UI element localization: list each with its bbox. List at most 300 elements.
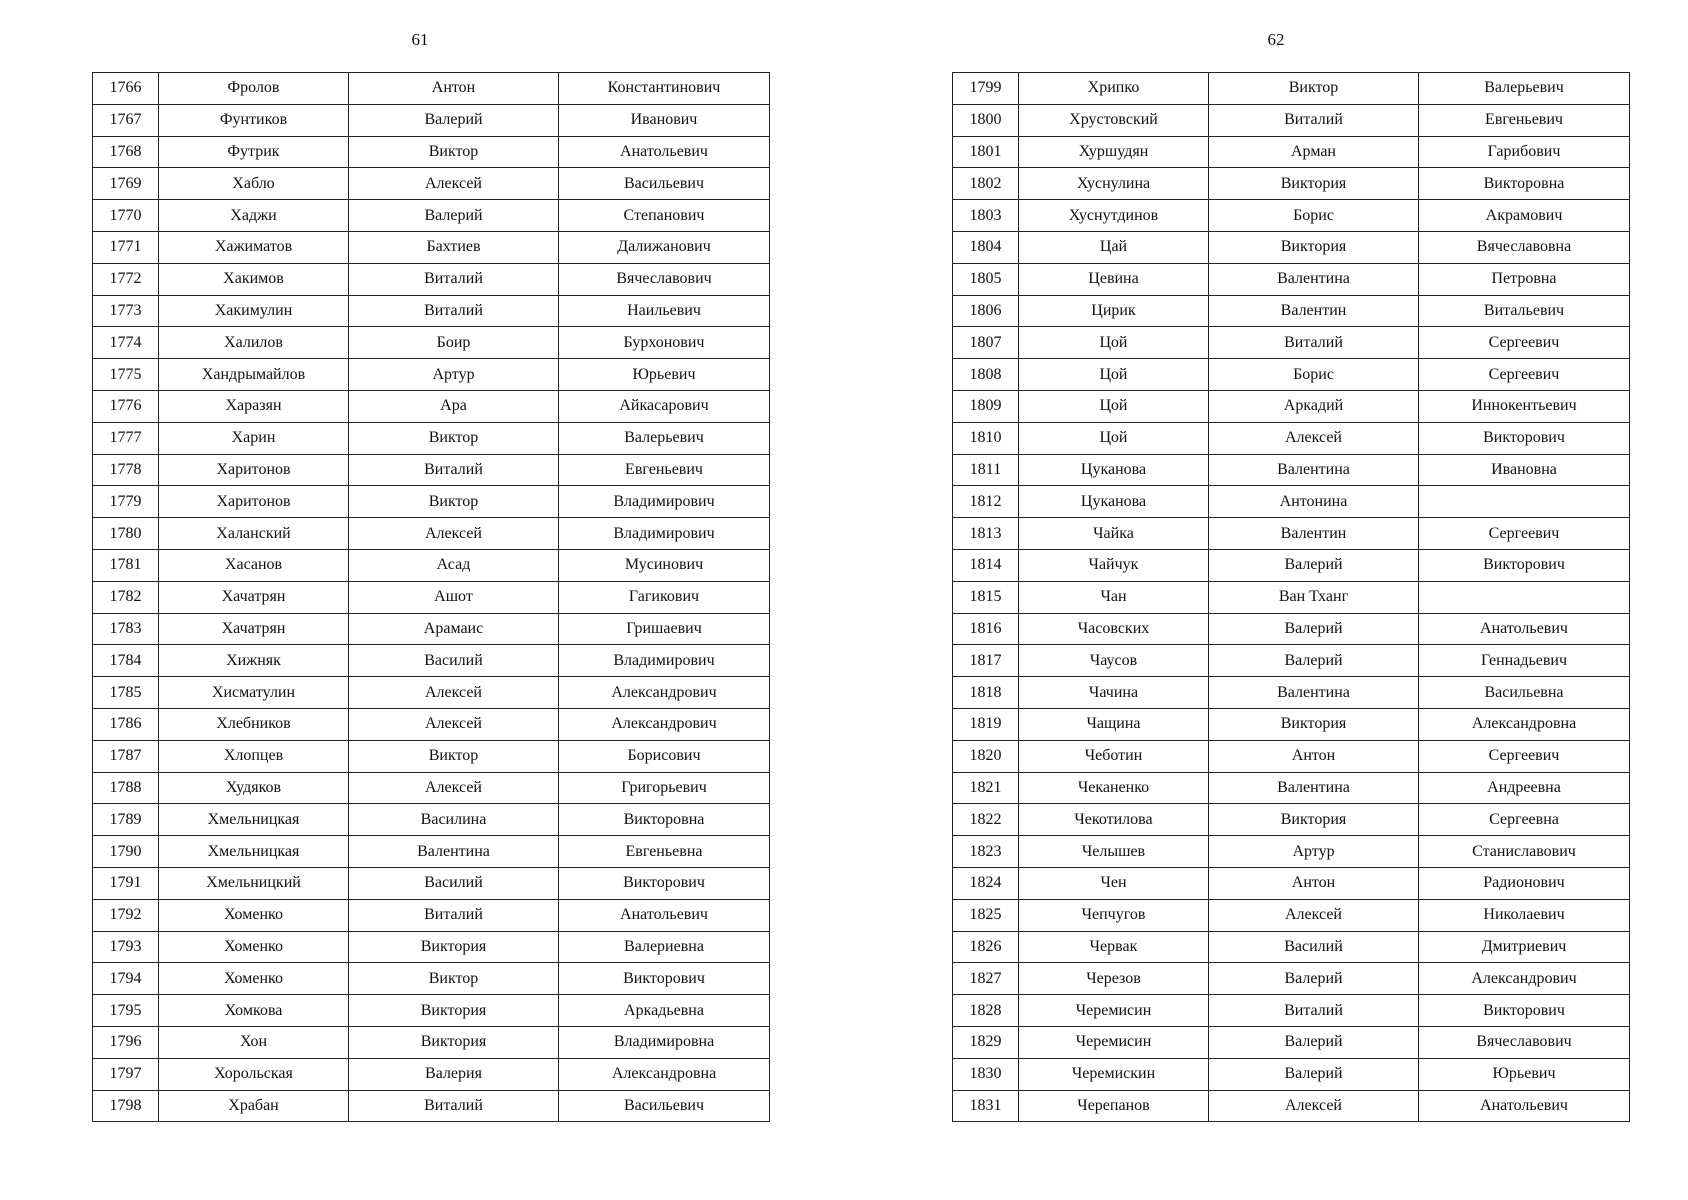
row-number-cell: 1817 [953,645,1019,677]
last-name-cell: Футрик [159,136,349,168]
table-row [93,327,770,359]
row-number-cell: 1782 [93,581,159,613]
table-row [93,486,770,518]
row-number-cell: 1827 [953,963,1019,995]
patronymic-cell: Константинович [559,73,770,105]
patronymic-cell: Сергеевич [1419,327,1630,359]
last-name-cell: Хрипко [1019,73,1209,105]
first-name-cell: Валерий [349,200,559,232]
last-name-cell: Хасанов [159,549,349,581]
row-number-cell: 1766 [93,73,159,105]
row-number-cell: 1823 [953,836,1019,868]
patronymic-cell: Владимирович [559,645,770,677]
first-name-cell: Виктор [1209,73,1419,105]
table-row [93,677,770,709]
roster-table [952,72,1630,1122]
row-number-cell: 1800 [953,104,1019,136]
patronymic-cell: Григорьевич [559,772,770,804]
patronymic-cell: Васильевич [559,168,770,200]
first-name-cell: Виталий [349,263,559,295]
table-row [93,390,770,422]
last-name-cell: Чаусов [1019,645,1209,677]
last-name-cell: Цевина [1019,263,1209,295]
last-name-cell: Хрустовский [1019,104,1209,136]
table-row [93,613,770,645]
last-name-cell: Фунтиков [159,104,349,136]
row-number-cell: 1813 [953,518,1019,550]
last-name-cell: Хабло [159,168,349,200]
row-number-cell: 1791 [93,867,159,899]
first-name-cell: Василий [349,645,559,677]
last-name-cell: Хачатрян [159,581,349,613]
table-row [93,104,770,136]
table-row [93,136,770,168]
row-number-cell: 1824 [953,867,1019,899]
first-name-cell: Василий [349,867,559,899]
table-row [953,295,1630,327]
last-name-cell: Хакимов [159,263,349,295]
patronymic-cell: Валериевна [559,931,770,963]
first-name-cell: Ван Тханг [1209,581,1419,613]
patronymic-cell: Сергеевич [1419,740,1630,772]
table-row [93,899,770,931]
first-name-cell: Виктор [349,422,559,454]
row-number-cell: 1802 [953,168,1019,200]
patronymic-cell: Андреевна [1419,772,1630,804]
table-row [953,867,1630,899]
table-row [953,390,1630,422]
row-number-cell: 1774 [93,327,159,359]
first-name-cell: Арман [1209,136,1419,168]
last-name-cell: Халилов [159,327,349,359]
table-row [953,1090,1630,1122]
patronymic-cell: Анатольевич [1419,613,1630,645]
row-number-cell: 1830 [953,1058,1019,1090]
table-row [953,963,1630,995]
table-row [953,677,1630,709]
table-row [953,136,1630,168]
row-number-cell: 1795 [93,995,159,1027]
table-row [953,518,1630,550]
table-row [93,708,770,740]
last-name-cell: Хорольская [159,1058,349,1090]
first-name-cell: Виктор [349,136,559,168]
row-number-cell: 1811 [953,454,1019,486]
last-name-cell: Черезов [1019,963,1209,995]
first-name-cell: Виталий [349,295,559,327]
first-name-cell: Валерий [1209,1058,1419,1090]
last-name-cell: Харин [159,422,349,454]
first-name-cell: Артур [349,359,559,391]
row-number-cell: 1790 [93,836,159,868]
patronymic-cell: Васильевич [559,1090,770,1122]
last-name-cell: Халанский [159,518,349,550]
table-row [953,581,1630,613]
last-name-cell: Цой [1019,390,1209,422]
patronymic-cell: Сергеевич [1419,359,1630,391]
last-name-cell: Хуснулина [1019,168,1209,200]
first-name-cell: Виталий [349,1090,559,1122]
row-number-cell: 1828 [953,995,1019,1027]
table-row [93,295,770,327]
last-name-cell: Чен [1019,867,1209,899]
table-row [953,899,1630,931]
row-number-cell: 1784 [93,645,159,677]
last-name-cell: Челышев [1019,836,1209,868]
patronymic-cell: Викторович [559,963,770,995]
row-number-cell: 1819 [953,708,1019,740]
patronymic-cell: Гагикович [559,581,770,613]
row-number-cell: 1792 [93,899,159,931]
roster-table-body [953,73,1630,1122]
patronymic-cell: Сергеевна [1419,804,1630,836]
last-name-cell: Хажиматов [159,231,349,263]
row-number-cell: 1793 [93,931,159,963]
table-row [953,931,1630,963]
patronymic-cell: Николаевич [1419,899,1630,931]
patronymic-cell: Борисович [559,740,770,772]
first-name-cell: Борис [1209,359,1419,391]
first-name-cell: Арамаис [349,613,559,645]
table-row [953,1058,1630,1090]
first-name-cell: Антонина [1209,486,1419,518]
table-row [953,740,1630,772]
first-name-cell: Бахтиев [349,231,559,263]
last-name-cell: Хоменко [159,963,349,995]
row-number-cell: 1787 [93,740,159,772]
last-name-cell: Чащина [1019,708,1209,740]
patronymic-cell: Иванович [559,104,770,136]
last-name-cell: Черемисин [1019,995,1209,1027]
last-name-cell: Хон [159,1026,349,1058]
row-number-cell: 1767 [93,104,159,136]
table-row [93,454,770,486]
row-number-cell: 1803 [953,200,1019,232]
first-name-cell: Валентина [1209,677,1419,709]
row-number-cell: 1801 [953,136,1019,168]
first-name-cell: Виктория [1209,168,1419,200]
first-name-cell: Виктория [349,995,559,1027]
row-number-cell: 1786 [93,708,159,740]
row-number-cell: 1797 [93,1058,159,1090]
table-row [953,1026,1630,1058]
last-name-cell: Чеботин [1019,740,1209,772]
first-name-cell: Виктория [1209,708,1419,740]
patronymic-cell: Викторович [1419,422,1630,454]
patronymic-cell: Викторович [1419,549,1630,581]
table-row [93,549,770,581]
first-name-cell: Валерий [1209,963,1419,995]
row-number-cell: 1769 [93,168,159,200]
last-name-cell: Хоменко [159,931,349,963]
row-number-cell: 1783 [93,613,159,645]
last-name-cell: Харитонов [159,486,349,518]
row-number-cell: 1829 [953,1026,1019,1058]
patronymic-cell: Иннокентьевич [1419,390,1630,422]
patronymic-cell: Аркадьевна [559,995,770,1027]
patronymic-cell: Анатольевич [559,899,770,931]
table-row [953,549,1630,581]
first-name-cell: Алексей [1209,1090,1419,1122]
patronymic-cell: Александрович [559,708,770,740]
table-row [953,73,1630,105]
table-row [953,231,1630,263]
first-name-cell: Валерий [349,104,559,136]
row-number-cell: 1826 [953,931,1019,963]
first-name-cell: Аркадий [1209,390,1419,422]
table-row [93,772,770,804]
last-name-cell: Харитонов [159,454,349,486]
table-row [953,804,1630,836]
last-name-cell: Цуканова [1019,486,1209,518]
row-number-cell: 1825 [953,899,1019,931]
first-name-cell: Алексей [349,168,559,200]
first-name-cell: Василий [1209,931,1419,963]
table-row [953,200,1630,232]
patronymic-cell: Вячеславовна [1419,231,1630,263]
patronymic-cell: Далижанович [559,231,770,263]
table-row [93,1026,770,1058]
patronymic-cell: Васильевна [1419,677,1630,709]
patronymic-cell: Айкасарович [559,390,770,422]
table-row [93,231,770,263]
last-name-cell: Хмельницкий [159,867,349,899]
patronymic-cell: Валерьевич [559,422,770,454]
table-row [93,804,770,836]
row-number-cell: 1777 [93,422,159,454]
patronymic-cell: Юрьевич [1419,1058,1630,1090]
row-number-cell: 1796 [93,1026,159,1058]
patronymic-cell: Викторовна [1419,168,1630,200]
patronymic-cell: Геннадьевич [1419,645,1630,677]
table-row [953,995,1630,1027]
patronymic-cell: Александрович [1419,963,1630,995]
first-name-cell: Валерий [1209,613,1419,645]
first-name-cell: Виктор [349,740,559,772]
row-number-cell: 1776 [93,390,159,422]
row-number-cell: 1768 [93,136,159,168]
first-name-cell: Ара [349,390,559,422]
patronymic-cell: Александрович [559,677,770,709]
row-number-cell: 1781 [93,549,159,581]
last-name-cell: Червак [1019,931,1209,963]
first-name-cell: Алексей [349,772,559,804]
table-row [93,931,770,963]
last-name-cell: Хуршудян [1019,136,1209,168]
last-name-cell: Хлопцев [159,740,349,772]
first-name-cell: Артур [1209,836,1419,868]
first-name-cell: Валерия [349,1058,559,1090]
first-name-cell: Василина [349,804,559,836]
last-name-cell: Цой [1019,422,1209,454]
row-number-cell: 1780 [93,518,159,550]
table-row [953,708,1630,740]
first-name-cell: Виталий [1209,327,1419,359]
last-name-cell: Хмельницкая [159,836,349,868]
last-name-cell: Чекотилова [1019,804,1209,836]
table-row [93,581,770,613]
last-name-cell: Чан [1019,581,1209,613]
last-name-cell: Часовских [1019,613,1209,645]
patronymic-cell: Владимирович [559,486,770,518]
last-name-cell: Хмельницкая [159,804,349,836]
patronymic-cell: Ивановна [1419,454,1630,486]
first-name-cell: Виктор [349,963,559,995]
row-number-cell: 1794 [93,963,159,995]
first-name-cell: Валентина [349,836,559,868]
patronymic-cell: Бурхонович [559,327,770,359]
row-number-cell: 1770 [93,200,159,232]
patronymic-cell: Петровна [1419,263,1630,295]
patronymic-cell: Викторовна [559,804,770,836]
patronymic-cell: Викторович [559,867,770,899]
patronymic-cell: Александровна [559,1058,770,1090]
patronymic-cell: Юрьевич [559,359,770,391]
patronymic-cell: Станиславович [1419,836,1630,868]
last-name-cell: Храбан [159,1090,349,1122]
first-name-cell: Алексей [349,708,559,740]
patronymic-cell: Викторович [1419,995,1630,1027]
roster-table [92,72,770,1122]
last-name-cell: Харазян [159,390,349,422]
table-row [953,613,1630,645]
row-number-cell: 1809 [953,390,1019,422]
first-name-cell: Виталий [1209,995,1419,1027]
table-row [93,740,770,772]
last-name-cell: Фролов [159,73,349,105]
first-name-cell: Алексей [349,677,559,709]
first-name-cell: Виктория [349,931,559,963]
first-name-cell: Борис [1209,200,1419,232]
last-name-cell: Хлебников [159,708,349,740]
row-number-cell: 1789 [93,804,159,836]
first-name-cell: Валерий [1209,645,1419,677]
row-number-cell: 1822 [953,804,1019,836]
first-name-cell: Валентина [1209,454,1419,486]
patronymic-cell: Витальевич [1419,295,1630,327]
first-name-cell: Виталий [349,454,559,486]
first-name-cell: Виктор [349,486,559,518]
first-name-cell: Виктория [349,1026,559,1058]
row-number-cell: 1831 [953,1090,1019,1122]
row-number-cell: 1814 [953,549,1019,581]
last-name-cell: Хандрымайлов [159,359,349,391]
first-name-cell: Антон [1209,740,1419,772]
last-name-cell: Хуснутдинов [1019,200,1209,232]
table-row [953,836,1630,868]
last-name-cell: Хоменко [159,899,349,931]
patronymic-cell: Наильевич [559,295,770,327]
row-number-cell: 1810 [953,422,1019,454]
row-number-cell: 1815 [953,581,1019,613]
first-name-cell: Виктория [1209,231,1419,263]
table-row [93,263,770,295]
patronymic-cell [1419,581,1630,613]
last-name-cell: Черемискин [1019,1058,1209,1090]
table-row [953,486,1630,518]
patronymic-cell: Анатольевич [1419,1090,1630,1122]
last-name-cell: Хисматулин [159,677,349,709]
patronymic-cell: Евгеньевич [559,454,770,486]
page-number: 61 [411,30,429,49]
patronymic-cell: Валерьевич [1419,73,1630,105]
patronymic-cell: Дмитриевич [1419,931,1630,963]
patronymic-cell: Гарибович [1419,136,1630,168]
table-row [93,359,770,391]
last-name-cell: Цай [1019,231,1209,263]
table-row [953,263,1630,295]
table-row [93,645,770,677]
first-name-cell: Валентина [1209,263,1419,295]
last-name-cell: Черепанов [1019,1090,1209,1122]
patronymic-cell: Гришаевич [559,613,770,645]
patronymic-cell: Радионович [1419,867,1630,899]
page-right [952,0,1632,1200]
table-row [953,327,1630,359]
last-name-cell: Худяков [159,772,349,804]
first-name-cell: Алексей [1209,422,1419,454]
table-row [93,73,770,105]
table-row [93,963,770,995]
last-name-cell: Чачина [1019,677,1209,709]
row-number-cell: 1799 [953,73,1019,105]
page-number: 62 [1267,30,1285,49]
table-row [953,168,1630,200]
row-number-cell: 1812 [953,486,1019,518]
patronymic-cell: Владимировна [559,1026,770,1058]
table-row [953,772,1630,804]
row-number-cell: 1805 [953,263,1019,295]
row-number-cell: 1788 [93,772,159,804]
last-name-cell: Чайка [1019,518,1209,550]
patronymic-cell: Владимирович [559,518,770,550]
last-name-cell: Черемисин [1019,1026,1209,1058]
table-row [93,200,770,232]
last-name-cell: Хачатрян [159,613,349,645]
patronymic-cell: Вячеславович [1419,1026,1630,1058]
row-number-cell: 1775 [93,359,159,391]
last-name-cell: Чайчук [1019,549,1209,581]
row-number-cell: 1820 [953,740,1019,772]
row-number-cell: 1821 [953,772,1019,804]
first-name-cell: Алексей [1209,899,1419,931]
row-number-cell: 1778 [93,454,159,486]
first-name-cell: Асад [349,549,559,581]
last-name-cell: Цой [1019,359,1209,391]
patronymic-cell: Александровна [1419,708,1630,740]
last-name-cell: Хижняк [159,645,349,677]
patronymic-cell [1419,486,1630,518]
row-number-cell: 1804 [953,231,1019,263]
row-number-cell: 1772 [93,263,159,295]
page-left [92,0,772,1200]
roster-table-body [93,73,770,1122]
patronymic-cell: Вячеславович [559,263,770,295]
row-number-cell: 1818 [953,677,1019,709]
patronymic-cell: Мусинович [559,549,770,581]
first-name-cell: Виталий [1209,104,1419,136]
row-number-cell: 1771 [93,231,159,263]
first-name-cell: Ашот [349,581,559,613]
last-name-cell: Чеканенко [1019,772,1209,804]
table-row [93,867,770,899]
row-number-cell: 1773 [93,295,159,327]
table-row [93,168,770,200]
patronymic-cell: Анатольевич [559,136,770,168]
last-name-cell: Цуканова [1019,454,1209,486]
row-number-cell: 1807 [953,327,1019,359]
patronymic-cell: Евгеньевна [559,836,770,868]
